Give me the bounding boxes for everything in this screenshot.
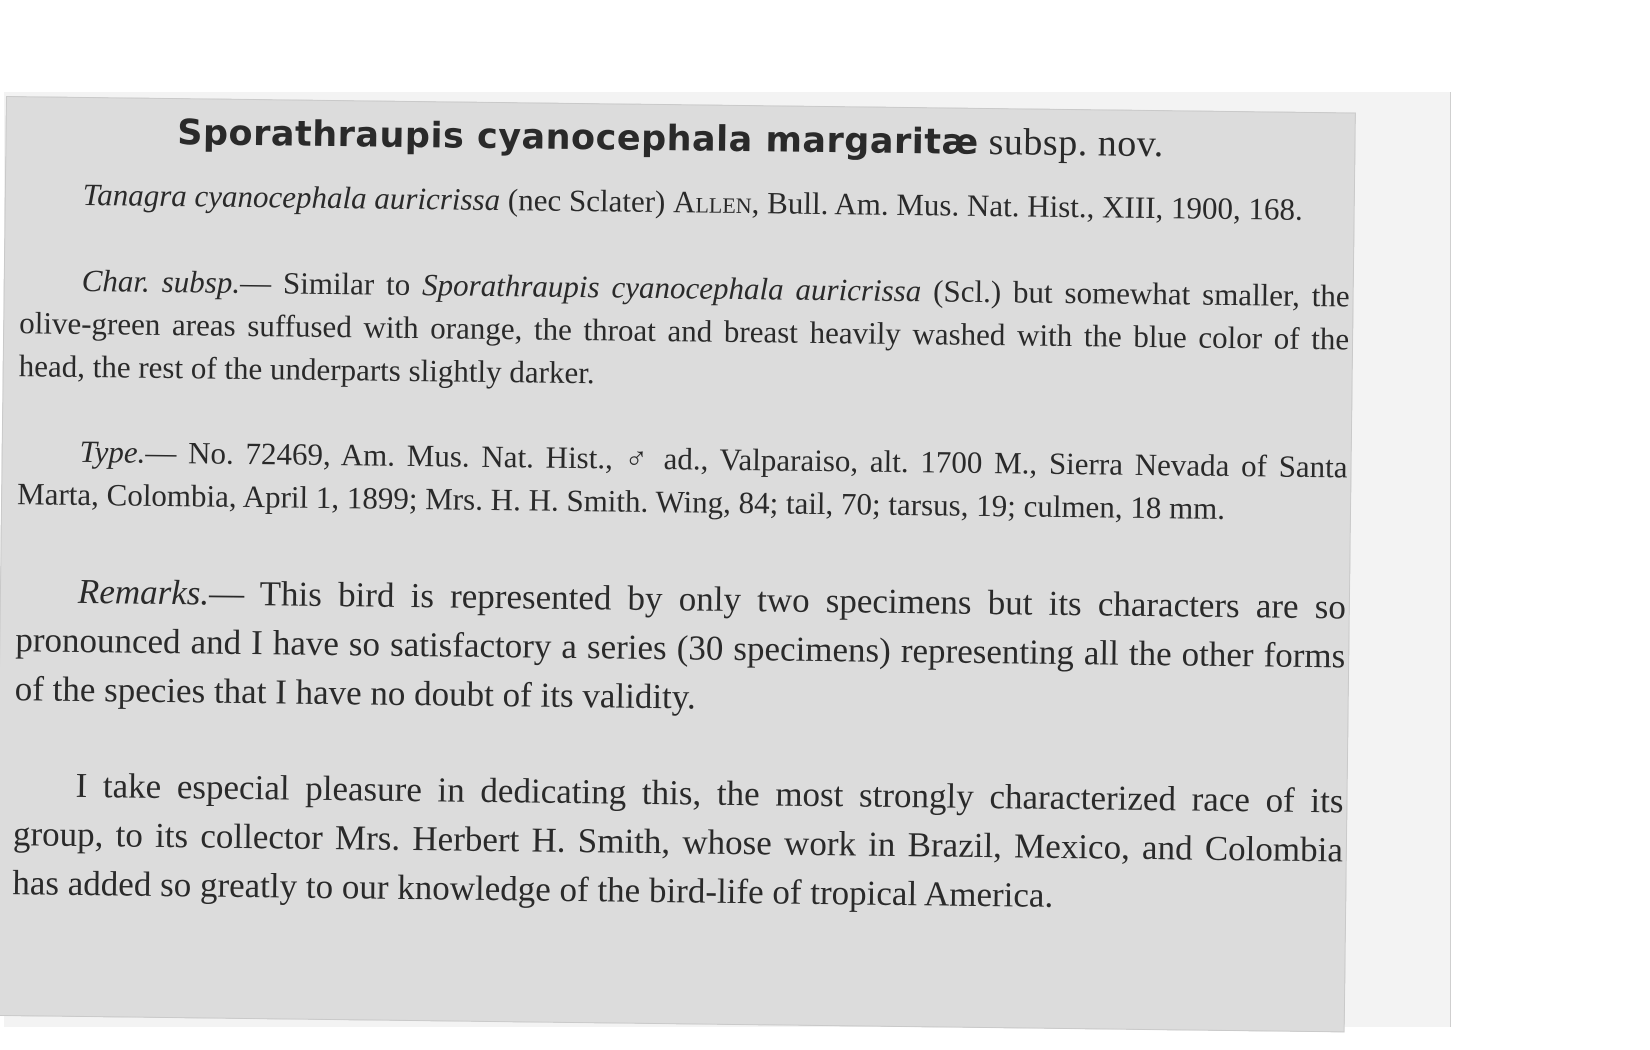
remarks-paragraph xyxy=(14,566,1346,729)
dedication-text: I take especial pleasure in dedicating this, the most strongly characterized race of its group, to its collector Mrs. Herbert H. Smith, whose work in Brazil, Mexico, and Colombia has added so greatly to our knowledge of the bird-life of tropical America. xyxy=(12,765,1344,915)
synonym-paragraph xyxy=(21,172,1351,231)
title-suffix: subsp. nov. xyxy=(978,120,1165,166)
remarks-label: Remarks. xyxy=(77,571,210,613)
char-subsp-text: (Scl.) but somewhat smaller, the olive-green areas suffused with orange, the throat and breast heavily washed with the blue color of the head, the rest of the underparts slightly darker. xyxy=(18,273,1350,391)
synonym-nec: (nec Sclater) xyxy=(499,182,674,220)
type-label: Type. xyxy=(79,433,146,470)
dedication-paragraph xyxy=(12,760,1344,923)
char-subsp-dash: — Similar to xyxy=(239,264,423,303)
page-title xyxy=(5,108,1335,168)
synonym-citation: , Bull. Am. Mus. Nat. Hist., XIII, 1900, 168. xyxy=(751,185,1303,227)
remarks-text: — This bird is represented by only two specimens but its characters are so pronounced and I have so satisfactory a series (30 specimens) representing all the other forms of the species that I have no doubt of its validity. xyxy=(14,573,1347,717)
char-subsp-species: Sporathraupis cyanocephala auricrissa xyxy=(421,267,922,309)
char-subsp-label: Char. subsp. xyxy=(81,262,241,300)
type-paragraph xyxy=(17,429,1348,531)
synonym-author: Allen xyxy=(672,184,752,221)
char-subsp-paragraph xyxy=(18,258,1349,403)
printed-clipping xyxy=(0,96,1356,1032)
synonym-name: Tanagra cyanocephala auricrissa xyxy=(82,176,501,218)
type-text: — No. 72469, Am. Mus. Nat. Hist., ♂ ad., Valparaiso, alt. 1700 M., Sierra Nevada of Santa Marta, Colombia, April 1, 1899; Mrs. H. H. Smith. Wing, 84; tail, 70; tarsus, 19; culmen, 18 mm. xyxy=(16,434,1348,526)
title-species-name: Sporathraupis cyanocephala margaritæ xyxy=(177,113,979,163)
